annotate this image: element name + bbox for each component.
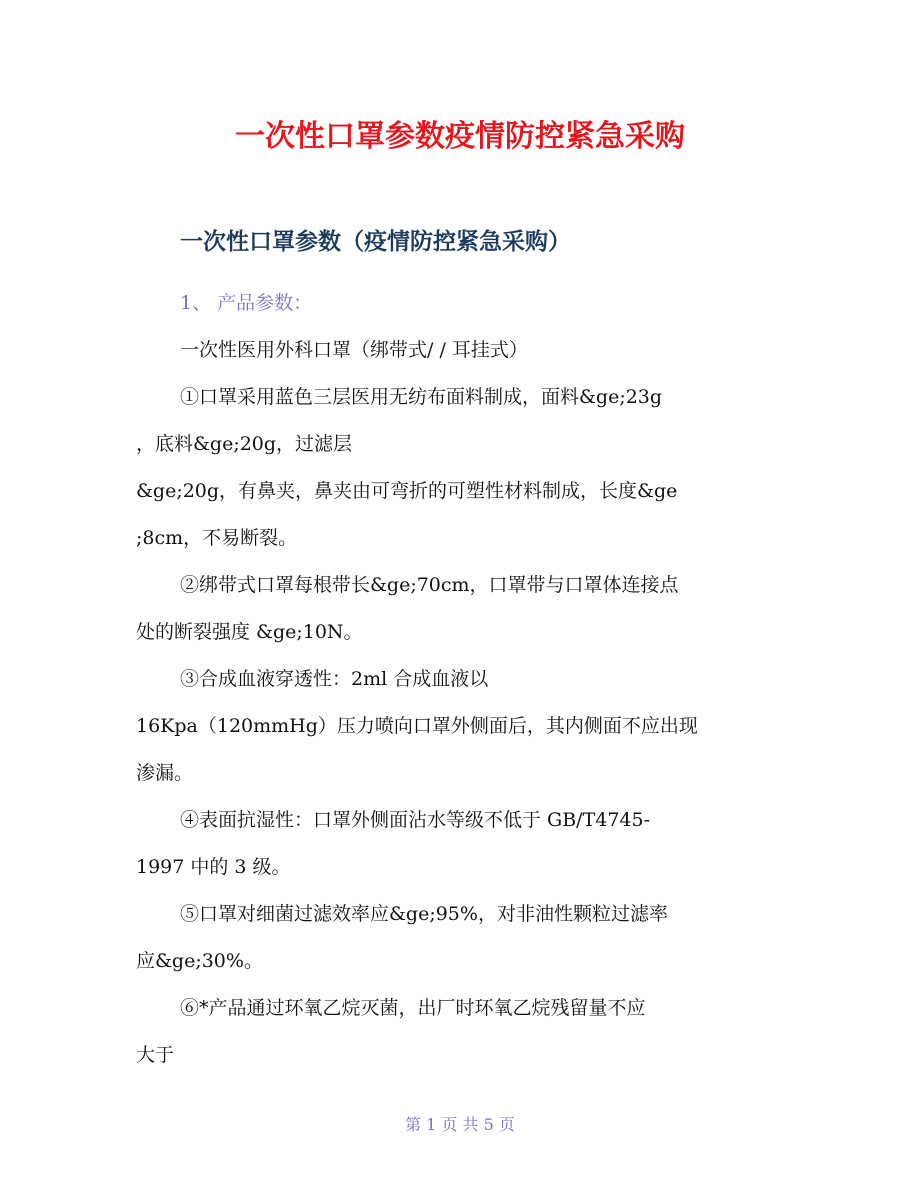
text-line: 一次性医用外科口罩（绑带式/ / 耳挂式）: [180, 339, 528, 361]
section-heading: 1、 产品参数：: [180, 292, 313, 314]
page-number-footer: 第 1 页 共 5 页: [405, 1115, 515, 1134]
text-line: ，底料&ge;20g，过滤层: [136, 433, 353, 455]
text-line: ③合成血液穿透性：2ml 合成血液以: [180, 668, 489, 690]
text-line: ⑥*产品通过环氧乙烷灭菌，出厂时环氧乙烷残留量不应: [180, 997, 646, 1019]
text-line: 1997 中的 3 级。: [136, 856, 291, 878]
document-subtitle: 一次性口罩参数（疫情防控紧急采购）: [180, 229, 571, 255]
text-line: 大于: [136, 1044, 175, 1066]
text-line: &ge;20g，有鼻夹，鼻夹由可弯折的可塑性材料制成，长度&ge: [136, 480, 678, 502]
text-line: 应&ge;30%。: [136, 950, 263, 972]
text-line: 16Kpa（120mmHg）压力喷向口罩外侧面后，其内侧面不应出现: [136, 715, 698, 737]
document-title: 一次性口罩参数疫情防控紧急采购: [235, 119, 685, 154]
text-line: ④表面抗湿性：口罩外侧面沾水等级不低于 GB/T4745-: [180, 809, 651, 831]
text-line: ⑤口罩对细菌过滤效率应&ge;95%，对非油性颗粒过滤率: [180, 903, 668, 925]
text-line: 处的断裂强度 &ge;10N。: [136, 621, 363, 643]
text-line: 渗漏。: [136, 762, 194, 784]
text-line: ;8cm，不易断裂。: [136, 527, 298, 549]
text-line: ①口罩采用蓝色三层医用无纺布面料制成，面料&ge;23g: [180, 386, 663, 408]
text-line: ②绑带式口罩每根带长&ge;70cm，口罩带与口罩体连接点: [180, 574, 679, 596]
